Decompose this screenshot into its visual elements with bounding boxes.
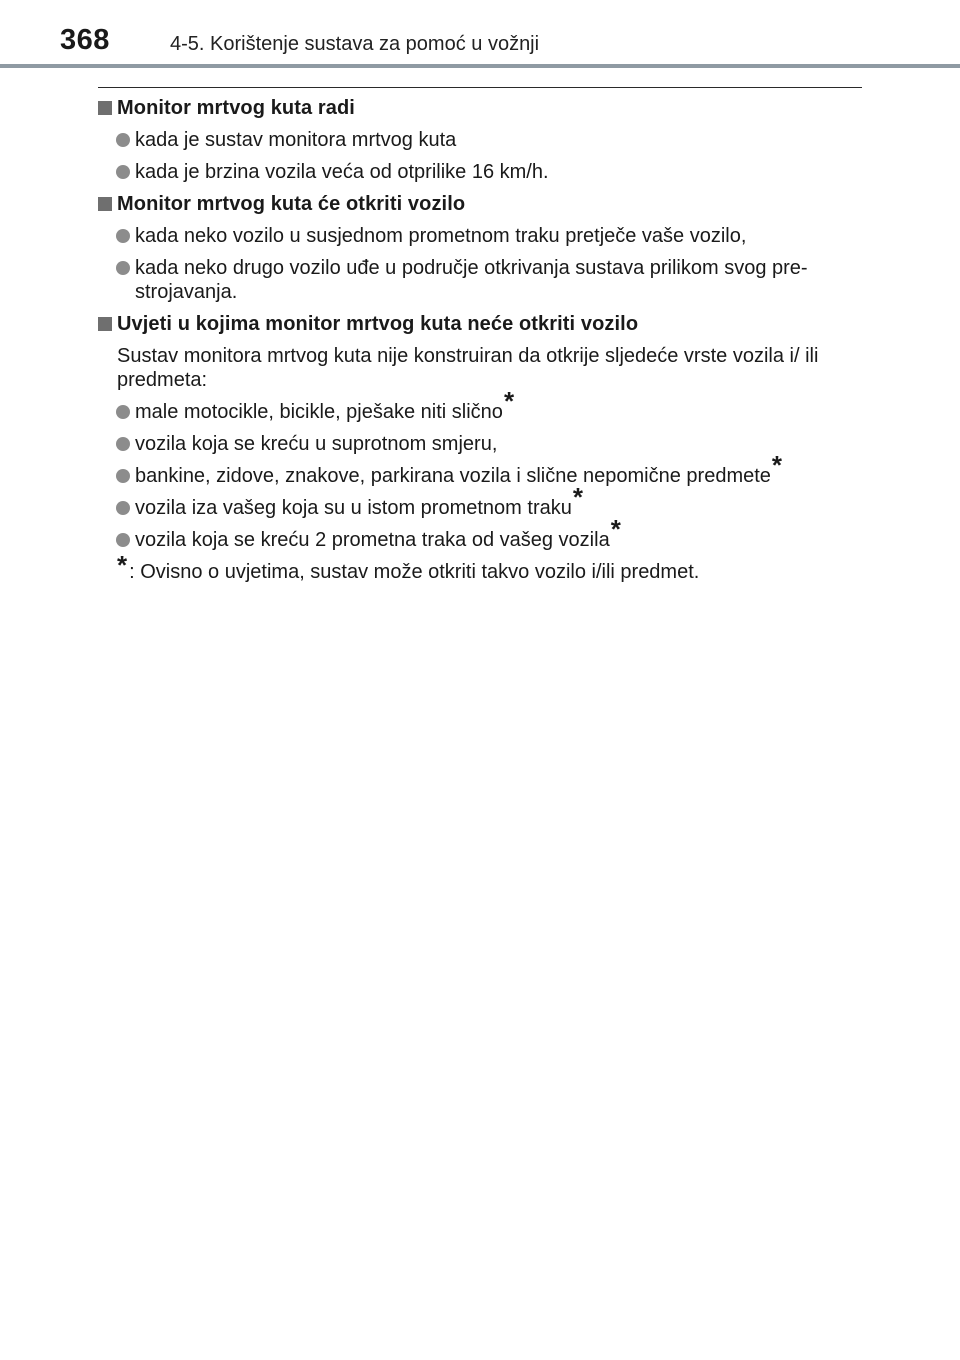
square-bullet-icon xyxy=(98,101,112,115)
list-item xyxy=(98,482,868,520)
list-item-text: kada neko drugo vozilo uđe u područje otkrivanja sustava prilikom svog pre- strojavanja. xyxy=(135,257,808,303)
list-item-text: kada je sustav monitora mrtvog kuta xyxy=(135,129,457,151)
section-title: 4-5. Korištenje sustava za pomoć u vožnji xyxy=(170,33,540,55)
list-item xyxy=(98,224,868,248)
section-intro: Sustav monitora mrtvog kuta nije konstruiran da otkrije sljedeće vrste vozila i/ ili predmeta: xyxy=(117,345,819,391)
circle-bullet-icon xyxy=(116,437,130,451)
circle-bullet-icon xyxy=(116,133,130,147)
footnote-text: : Ovisno o uvjetima, sustav može otkriti takvo vozilo i/ili predmet. xyxy=(129,561,700,583)
asterisk-marker: * xyxy=(503,386,515,416)
asterisk-marker: * xyxy=(572,482,583,512)
asterisk-marker: * xyxy=(117,550,128,580)
section-heading-not-detects xyxy=(98,312,868,336)
list-item-text: vozila koja se kreću 2 prometna traka od vašeg vozila xyxy=(135,529,610,551)
asterisk-marker: * xyxy=(771,450,783,480)
list-item-text: vozila iza vašeg koja su u istom prometnom traku xyxy=(135,497,572,519)
list-item xyxy=(98,128,868,152)
footnote xyxy=(98,550,868,584)
content-top-rule xyxy=(98,87,862,88)
circle-bullet-icon xyxy=(116,501,130,515)
page-content xyxy=(98,96,868,584)
list-item xyxy=(98,386,868,424)
circle-bullet-icon xyxy=(116,533,130,547)
circle-bullet-icon xyxy=(116,469,130,483)
circle-bullet-icon xyxy=(116,165,130,179)
list-item-text: male motocikle, bicikle, pješake niti slično xyxy=(135,401,503,423)
list-item-text: kada je brzina vozila veća od otprilike 16 km/h. xyxy=(135,161,549,183)
square-bullet-icon xyxy=(98,317,112,331)
circle-bullet-icon xyxy=(116,261,130,275)
circle-bullet-icon xyxy=(116,405,130,419)
section-heading-operates xyxy=(98,96,868,120)
list-item xyxy=(98,514,868,552)
page-number: 368 xyxy=(60,24,110,56)
list-item-text: vozila koja se kreću u suprotnom smjeru, xyxy=(135,433,498,455)
page-header xyxy=(0,0,960,70)
list-item xyxy=(98,432,868,456)
asterisk-marker: * xyxy=(610,514,621,544)
heading-text: Uvjeti u kojima monitor mrtvog kuta neće otkriti vozilo xyxy=(117,313,639,335)
list-item-text: bankine, zidove, znakove, parkirana vozila i slične nepomične predmete xyxy=(135,465,771,487)
list-item xyxy=(98,160,868,184)
circle-bullet-icon xyxy=(116,229,130,243)
section-heading-detects xyxy=(98,192,868,216)
square-bullet-icon xyxy=(98,197,112,211)
header-rule xyxy=(0,64,960,68)
heading-text: Monitor mrtvog kuta će otkriti vozilo xyxy=(117,193,466,215)
list-item-text: kada neko vozilo u susjednom prometnom traku pretječe vaše vozilo, xyxy=(135,225,747,247)
list-item xyxy=(98,256,868,304)
list-item xyxy=(98,450,868,488)
heading-text: Monitor mrtvog kuta radi xyxy=(117,97,355,119)
